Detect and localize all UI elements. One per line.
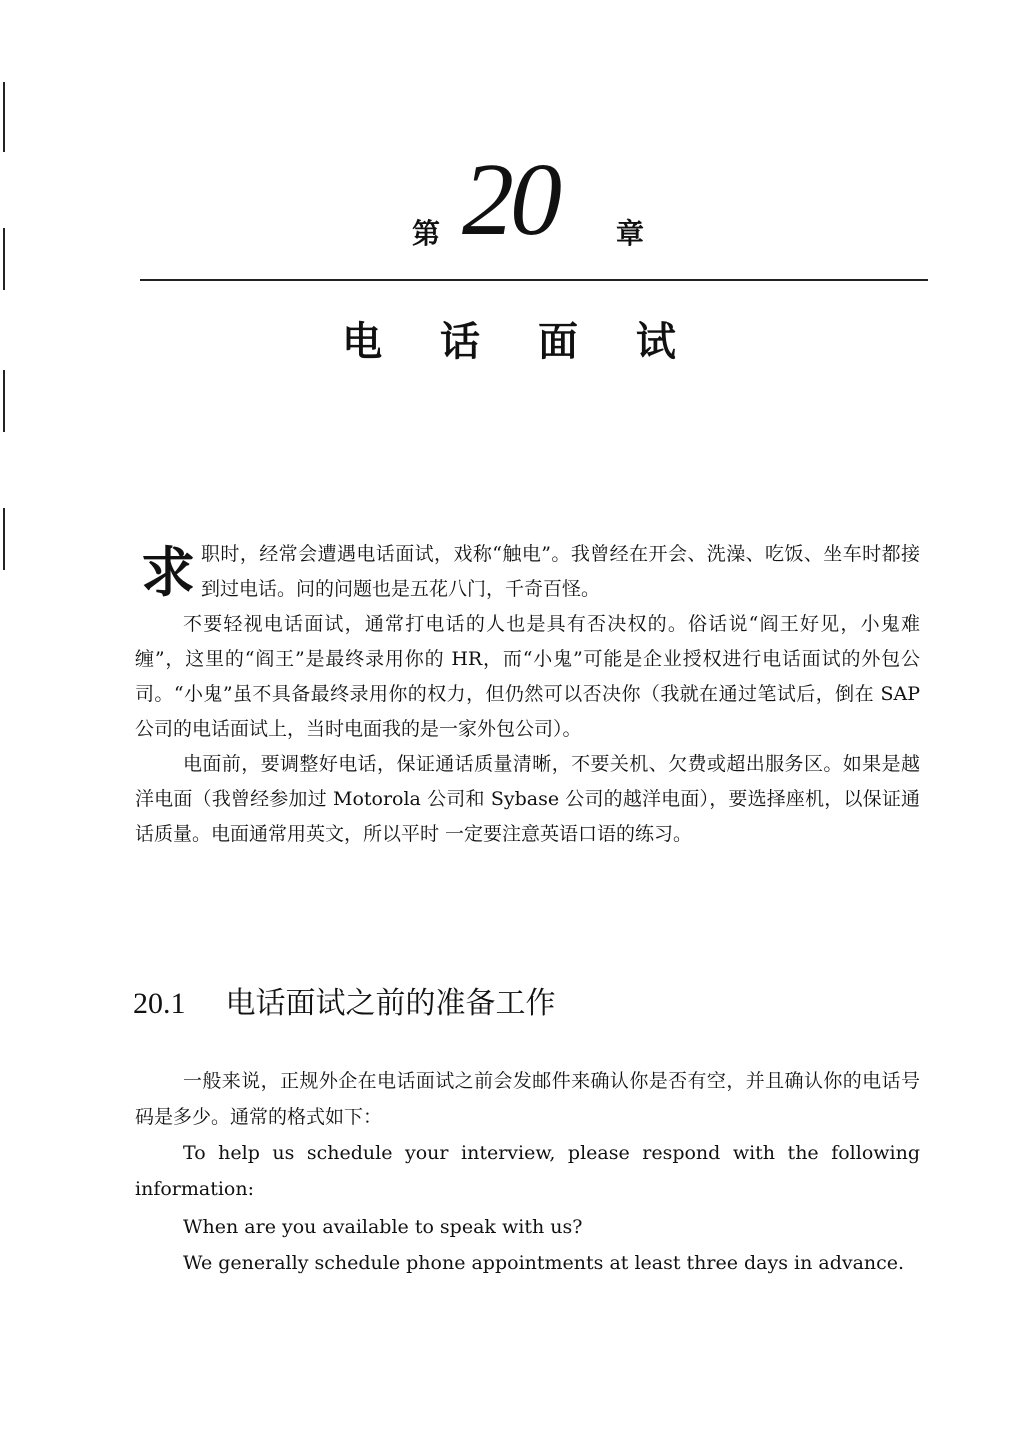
intro-text [135,537,920,852]
intro-paragraph: 不要轻视电话面试，通常打电话的人也是具有否决权的。俗话说“阎王好见，小鬼难缠”，这里的“阎王”是最终录用你的 HR，而“小鬼”可能是企业授权进行电话面试的外包公司。“小鬼”虽不具备最终录用你的权力，但仍然可以否决你（我就在通过笔试后，倒在 SAP 公司的电话面试上，当时电面我的是一家外包公司）。 [135,613,920,740]
chapter-heading [0,142,1018,280]
scan-edge-mark [3,508,5,570]
chapter-suffix: 章 [616,217,645,250]
intro-paragraph: 电面前，要调整好电话，保证通话质量清晰，不要关机、欠费或超出服务区。如果是越洋电面（我曾经参加过 Motorola 公司和 Sybase 公司的越洋电面），要选择座机，以保证通话质量。电面通常用英文，所以平时 一定要注意英语口语的练习。 [135,753,920,845]
drop-cap: 求 [141,541,195,604]
chapter-number: 20 [462,142,558,257]
chapter-prefix: 第 [412,217,441,250]
section-number: 20.1 [133,987,186,1020]
body-paragraph: When are you available to speak with us? [183,1216,583,1238]
section-body [135,1063,920,1281]
section-title: 电话面试之前的准备工作 [225,986,556,1021]
body-paragraph: We generally schedule phone appointments at least three days in advance. [183,1252,905,1274]
section-heading [133,978,556,1022]
chapter-rule [140,279,928,281]
body-paragraph: To help us schedule your interview, please respond with the following information: [135,1142,920,1200]
chapter-title: 电 话 面 试 [342,319,698,365]
intro-paragraph: 职时，经常会遭遇电话面试，戏称“触电”。我曾经在开会、洗澡、吃饭、坐车时都接到过电话。问的问题也是五花八门，千奇百怪。 [201,543,920,600]
scan-edge-mark [3,370,5,432]
scan-edge-mark [3,82,5,152]
body-paragraph: 一般来说，正规外企在电话面试之前会发邮件来确认你是否有空，并且确认你的电话号码是多少。通常的格式如下： [135,1070,920,1128]
